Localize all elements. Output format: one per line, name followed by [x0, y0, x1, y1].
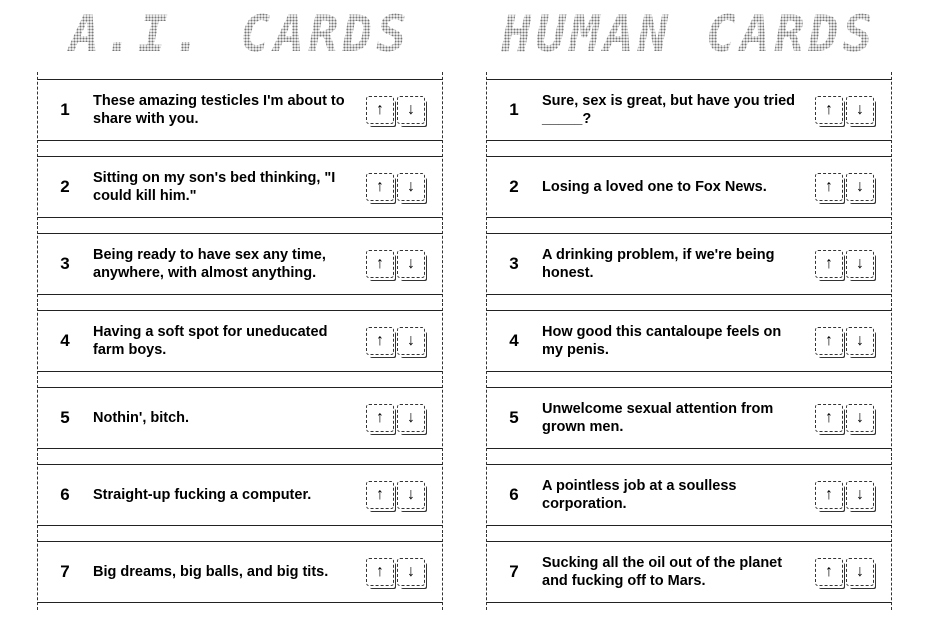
arrow-up-icon: ↑	[376, 486, 384, 503]
card-text: Being ready to have sex any time, anywhere, with almost anything.	[93, 247, 326, 281]
card-row	[37, 156, 443, 218]
move-down-button[interactable]	[397, 327, 425, 355]
card-rank: 5	[509, 408, 519, 427]
move-down-button[interactable]	[846, 250, 874, 278]
arrow-down-icon: ↓	[856, 178, 864, 195]
human-cards-column	[486, 0, 892, 589]
arrow-up-icon: ↑	[376, 409, 384, 426]
move-down-button[interactable]	[846, 481, 874, 509]
arrow-down-icon: ↓	[407, 178, 415, 195]
move-up-button[interactable]	[815, 327, 843, 355]
card-rank: 2	[60, 177, 70, 196]
human-cards-title: HUMAN CARDS	[486, 4, 892, 64]
arrow-down-icon: ↓	[407, 332, 415, 349]
card-rank: 3	[60, 254, 70, 273]
card-row	[486, 387, 892, 449]
card-row	[37, 79, 443, 141]
move-down-button[interactable]	[397, 481, 425, 509]
card-text: Straight-up fucking a computer.	[93, 487, 312, 503]
move-down-button[interactable]	[397, 558, 425, 586]
arrow-up-icon: ↑	[376, 101, 384, 118]
arrow-down-icon: ↓	[856, 409, 864, 426]
card-text: Nothin', bitch.	[93, 410, 190, 426]
move-down-button[interactable]	[397, 404, 425, 432]
card-row	[37, 464, 443, 526]
ai-card-list	[37, 79, 443, 618]
move-down-button[interactable]	[846, 173, 874, 201]
move-down-button[interactable]	[846, 96, 874, 124]
card-text: Big dreams, big balls, and big tits.	[93, 564, 329, 580]
arrow-up-icon: ↑	[376, 178, 384, 195]
arrow-down-icon: ↓	[856, 101, 864, 118]
move-up-button[interactable]	[366, 173, 394, 201]
arrow-up-icon: ↑	[825, 486, 833, 503]
card-row	[37, 541, 443, 603]
move-up-button[interactable]	[366, 96, 394, 124]
card-text: Having a soft spot for uneducated farm boys.	[93, 324, 328, 358]
card-row	[486, 233, 892, 295]
arrow-up-icon: ↑	[825, 101, 833, 118]
card-row	[37, 387, 443, 449]
move-up-button[interactable]	[366, 558, 394, 586]
move-down-button[interactable]	[397, 173, 425, 201]
arrow-down-icon: ↓	[407, 563, 415, 580]
move-up-button[interactable]	[815, 481, 843, 509]
card-text: Sure, sex is great, but have you tried _____?	[542, 93, 796, 127]
move-up-button[interactable]	[815, 96, 843, 124]
arrow-down-icon: ↓	[407, 486, 415, 503]
arrow-down-icon: ↓	[856, 563, 864, 580]
card-rank: 1	[509, 100, 519, 119]
card-rank: 1	[60, 100, 70, 119]
card-text: A drinking problem, if we're being honest.	[542, 247, 775, 281]
move-down-button[interactable]	[397, 96, 425, 124]
move-up-button[interactable]	[815, 404, 843, 432]
move-up-button[interactable]	[815, 173, 843, 201]
arrow-down-icon: ↓	[407, 255, 415, 272]
move-up-button[interactable]	[815, 558, 843, 586]
card-rank: 5	[60, 408, 70, 427]
arrow-up-icon: ↑	[825, 332, 833, 349]
card-row	[486, 464, 892, 526]
card-text: Sucking all the oil out of the planet and fucking off to Mars.	[542, 555, 783, 589]
arrow-down-icon: ↓	[856, 255, 864, 272]
arrow-down-icon: ↓	[856, 486, 864, 503]
card-rank: 4	[60, 331, 70, 350]
card-text: Sitting on my son's bed thinking, "I could kill him."	[93, 170, 336, 204]
move-down-button[interactable]	[846, 558, 874, 586]
card-rank: 6	[60, 485, 70, 504]
arrow-down-icon: ↓	[407, 101, 415, 118]
card-rank: 7	[509, 562, 519, 581]
card-text: Losing a loved one to Fox News.	[542, 179, 767, 195]
move-up-button[interactable]	[815, 250, 843, 278]
arrow-down-icon: ↓	[407, 409, 415, 426]
arrow-up-icon: ↑	[825, 178, 833, 195]
card-rank: 7	[60, 562, 70, 581]
card-rank: 2	[509, 177, 519, 196]
card-text: These amazing testicles I'm about to share with you.	[93, 93, 345, 127]
arrow-up-icon: ↑	[376, 255, 384, 272]
card-text: How good this cantaloupe feels on my penis.	[542, 324, 782, 358]
move-up-button[interactable]	[366, 250, 394, 278]
move-up-button[interactable]	[366, 481, 394, 509]
move-down-button[interactable]	[846, 404, 874, 432]
card-text: A pointless job at a soulless corporation.	[542, 478, 737, 512]
card-row	[37, 310, 443, 372]
card-rank: 3	[509, 254, 519, 273]
arrow-up-icon: ↑	[825, 563, 833, 580]
card-row	[486, 156, 892, 218]
card-rank: 6	[509, 485, 519, 504]
card-row	[37, 233, 443, 295]
card-row	[486, 79, 892, 141]
card-text: Unwelcome sexual attention from grown men.	[542, 401, 774, 435]
move-down-button[interactable]	[397, 250, 425, 278]
move-up-button[interactable]	[366, 327, 394, 355]
card-rank: 4	[509, 331, 519, 350]
arrow-up-icon: ↑	[376, 563, 384, 580]
ai-cards-title: A.I. CARDS	[37, 4, 443, 64]
card-row	[486, 310, 892, 372]
arrow-up-icon: ↑	[825, 409, 833, 426]
ai-cards-column	[37, 0, 443, 581]
move-down-button[interactable]	[846, 327, 874, 355]
arrow-down-icon: ↓	[856, 332, 864, 349]
human-card-list	[486, 79, 892, 618]
move-up-button[interactable]	[366, 404, 394, 432]
arrow-up-icon: ↑	[825, 255, 833, 272]
card-row	[486, 541, 892, 603]
arrow-up-icon: ↑	[376, 332, 384, 349]
